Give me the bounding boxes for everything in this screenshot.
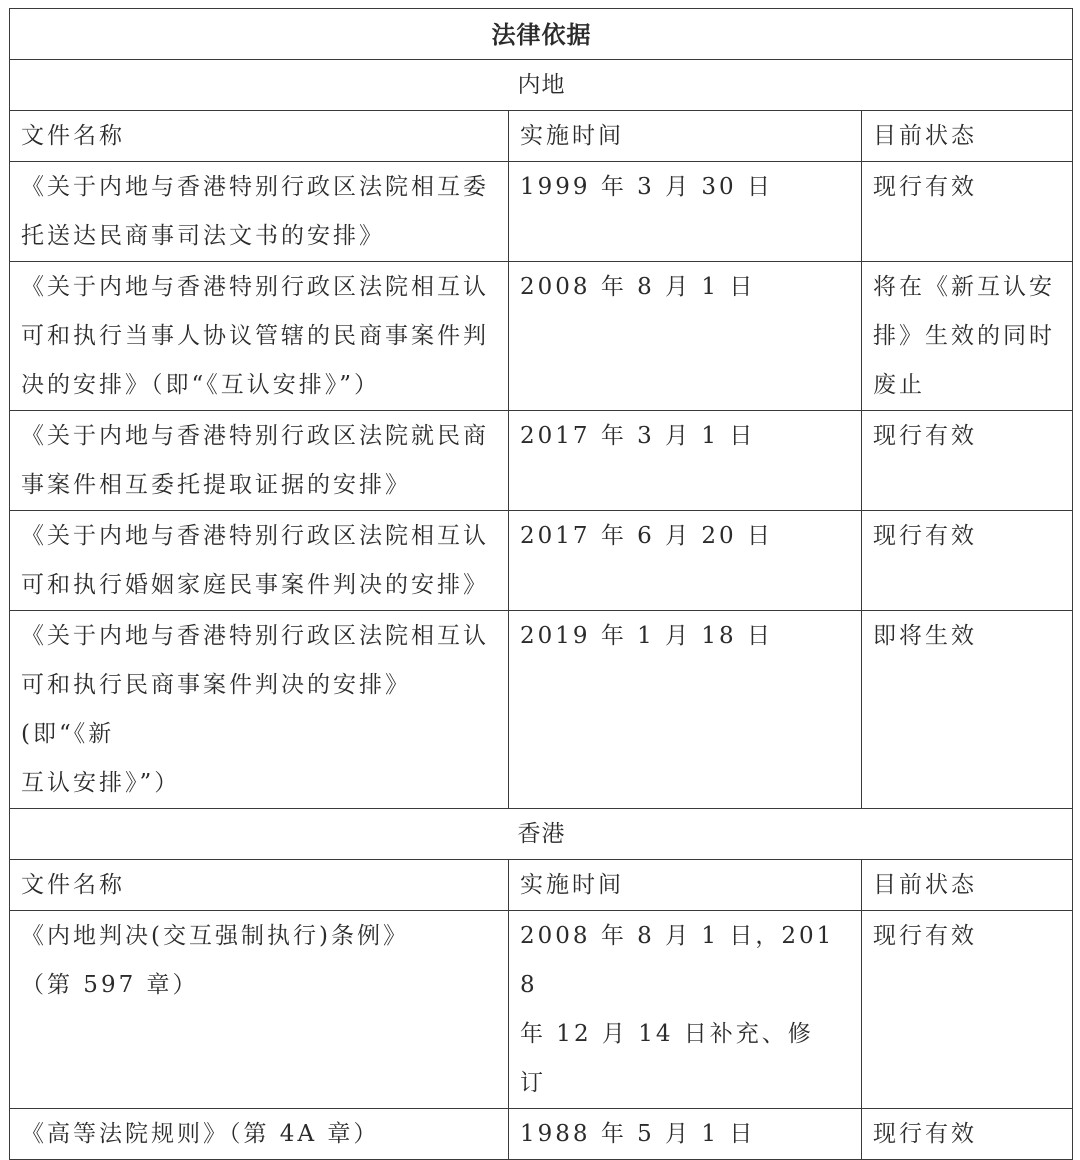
- document-name-cell: [10, 262, 509, 411]
- text-line: 现行有效: [873, 423, 977, 449]
- text-line: 可和执行婚姻家庭民事案件判决的安排》: [21, 572, 489, 598]
- effective-date-cell: [509, 162, 862, 262]
- text-line: 事案件相互委托提取证据的安排》: [21, 472, 411, 498]
- effective-date-cell: [509, 911, 862, 1109]
- text-line: 废止: [873, 372, 925, 398]
- status-cell: [862, 262, 1073, 411]
- text-line: 现行有效: [873, 523, 977, 549]
- document-name-cell: [10, 1109, 509, 1160]
- column-header-status: 目前状态: [862, 111, 1073, 162]
- document-name-cell: [10, 511, 509, 611]
- effective-date-cell: [509, 262, 862, 411]
- document-name-cell: [10, 162, 509, 262]
- text-line: 1988 年 5 月 1 日: [520, 1121, 756, 1147]
- status-cell: [862, 911, 1073, 1109]
- text-line: 现行有效: [873, 923, 977, 949]
- text-line: 《关于内地与香港特别行政区法院相互认: [21, 623, 489, 649]
- text-line: 《高等法院规则》（第 4A 章）: [21, 1121, 380, 1147]
- status-cell: [862, 411, 1073, 511]
- column-header-effective-date: 实施时间: [509, 860, 862, 911]
- column-header-document-name: 文件名称: [10, 860, 509, 911]
- text-line: 《关于内地与香港特别行政区法院就民商: [21, 423, 489, 449]
- text-line: 2008 年 8 月 1 日，2018: [520, 923, 835, 998]
- text-line: 现行有效: [873, 174, 977, 200]
- status-cell: [862, 611, 1073, 809]
- section-title-hong-kong: 香港: [10, 809, 1073, 860]
- text-line: 2017 年 3 月 1 日: [520, 423, 756, 449]
- text-line: 《关于内地与香港特别行政区法院相互委: [21, 174, 489, 200]
- effective-date-cell: [509, 1109, 862, 1160]
- section-header-row: [10, 60, 1073, 111]
- table-title-row: [10, 9, 1073, 60]
- table-row: [10, 262, 1073, 411]
- legal-basis-document: [9, 8, 1072, 1160]
- table-row: [10, 162, 1073, 262]
- document-name-cell: [10, 411, 509, 511]
- table-row: [10, 611, 1073, 809]
- column-header-row: [10, 111, 1073, 162]
- table-row: [10, 511, 1073, 611]
- text-line: 2008 年 8 月 1 日: [520, 274, 756, 300]
- table-title: 法律依据: [10, 9, 1073, 60]
- table-row: [10, 1109, 1073, 1160]
- text-line: 将在《新互认安: [873, 274, 1055, 300]
- text-line: 订: [520, 1070, 546, 1096]
- text-line: 1999 年 3 月 30 日: [520, 174, 773, 200]
- section-title-mainland: 内地: [10, 60, 1073, 111]
- text-line: 可和执行民商事案件判决的安排》(即“《新: [21, 672, 411, 747]
- column-header-effective-date: 实施时间: [509, 111, 862, 162]
- legal-basis-table: [9, 8, 1073, 1160]
- status-cell: [862, 1109, 1073, 1160]
- effective-date-cell: [509, 611, 862, 809]
- text-line: 互认安排》”）: [21, 770, 181, 796]
- text-line: 《关于内地与香港特别行政区法院相互认: [21, 523, 489, 549]
- effective-date-cell: [509, 411, 862, 511]
- text-line: 即将生效: [873, 623, 977, 649]
- effective-date-cell: [509, 511, 862, 611]
- section-header-row: [10, 809, 1073, 860]
- text-line: 决的安排》（即“《互认安排》”）: [21, 372, 381, 398]
- text-line: 2019 年 1 月 18 日: [520, 623, 773, 649]
- text-line: 2017 年 6 月 20 日: [520, 523, 773, 549]
- text-line: 托送达民商事司法文书的安排》: [21, 223, 385, 249]
- text-line: 《关于内地与香港特别行政区法院相互认: [21, 274, 489, 300]
- table-row: [10, 411, 1073, 511]
- column-header-status: 目前状态: [862, 860, 1073, 911]
- text-line: 年 12 月 14 日补充、修: [520, 1021, 814, 1047]
- document-name-cell: [10, 911, 509, 1109]
- document-name-cell: [10, 611, 509, 809]
- text-line: （第 597 章）: [21, 972, 199, 998]
- column-header-document-name: 文件名称: [10, 111, 509, 162]
- text-line: 现行有效: [873, 1121, 977, 1147]
- table-row: [10, 911, 1073, 1109]
- text-line: 可和执行当事人协议管辖的民商事案件判: [21, 323, 489, 349]
- text-line: 排》生效的同时: [873, 323, 1055, 349]
- text-line: 《内地判决(交互强制执行)条例》: [21, 923, 409, 949]
- column-header-row: [10, 860, 1073, 911]
- status-cell: [862, 162, 1073, 262]
- status-cell: [862, 511, 1073, 611]
